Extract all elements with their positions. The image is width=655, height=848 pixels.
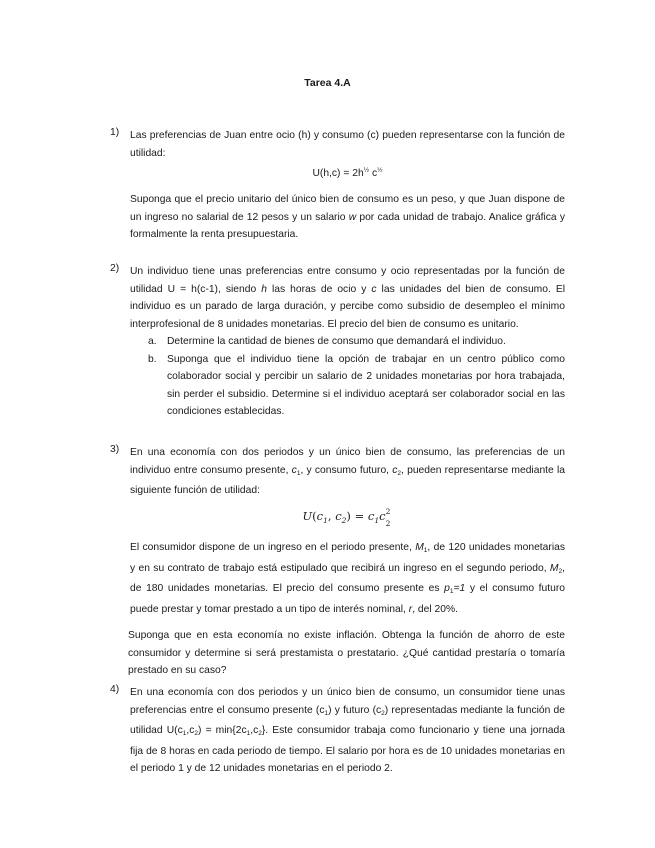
exercise-4 [110,684,565,778]
exercise-3-intro: En una economía con dos periodos y un único bien de consumo, las preferencias de un individuo entre consumo presente, c1, y consumo futuro, c2, pueden representarse mediante la siguiente función de utilidad: [130,447,565,496]
exercise-number: 4) [110,684,120,695]
exercise-2-subitems [148,333,565,421]
utility-formula-1: $U(h,c) = 2h^{\frac{1}{2}}$ $c^{\frac{1}{2}}$ [312,167,383,179]
list-item: b. Suponga que el individuo tiene la opción de trabajar en un centro público como colaborador social y percibir un salario de 2 unidades monetarias por hora trabajada, sin perder el subsidio. Determine si el individuo aceptará ser colaborador social en las condiciones establecidas. [148,353,565,417]
exercise-4-statement: En una economía con dos periodos y un único bien de consumo, un consumidor tiene unas preferencias entre el consumo presente (c1) y futuro (c2) representadas mediante la función de utilidad U(c1,c2) = min{2c1,c2}. Este consumidor trabaja como funcionario y tiene una jornada fija de 8 horas en cada periodo de tiempo. El salario por hora es de 10 unidades monetarias en el periodo 1 y de 12 unidades monetarias en el periodo 2. [130,687,565,774]
utility-formula-3: $U(c_1$, $c_2) = c_1c$ 2 2 [302,506,391,528]
exercise-number: 3) [110,444,120,455]
exercise-2 [110,263,565,421]
exercise-1-statement: Suponga que el precio unitario del único bien de consumo es un peso, y que Juan dispone de un ingreso no salarial de 12 pesos y un salario w por cada unidad de trabajo. Analice gráfica y formalmente la renta presupuestaria. [130,194,565,240]
exercise-3-statement: El consumidor dispone de un ingreso en el periodo presente, M1, de 120 unidades monetarias y en su contrato de trabajo está estipulado que recibirá un ingreso en el segundo periodo, M2, de 180 unidades monetarias. El precio del consumo presente es p1=1 y el consumo futuro puede prestar y tomar prestado a un tipo de interés nominal, r, del 20%. [130,542,565,615]
list-item: a. Determine la cantidad de bienes de consumo que demandará el individuo. [148,336,506,347]
exercise-1 [110,127,565,244]
page-title: Tarea 4.A [304,77,351,89]
exercise-number: 1) [110,127,120,138]
exercise-1-intro: Las preferencias de Juan entre ocio (h) y consumo (c) pueden representarse con la función de utilidad: [130,130,565,159]
exercise-3 [110,444,565,680]
exercise-3-question: Suponga que en esta economía no existe inflación. Obtenga la función de ahorro de este consumidor y determine si será prestamista o prestatario. ¿Qué cantidad prestaría o tomaría prestado en su caso? [128,630,565,676]
exercise-2-statement: Un individuo tiene unas preferencias entre consumo y ocio representadas por la función de utilidad U = h(c-1), siendo h las horas de ocio y c las unidades del bien de consumo. El individuo es un parado de larga duración, y percibe como subsidio de desempleo el mínimo interprofesional de 8 unidades monetarias. El precio del bien de consumo es unitario. [130,266,565,330]
exercise-number: 2) [110,263,120,274]
